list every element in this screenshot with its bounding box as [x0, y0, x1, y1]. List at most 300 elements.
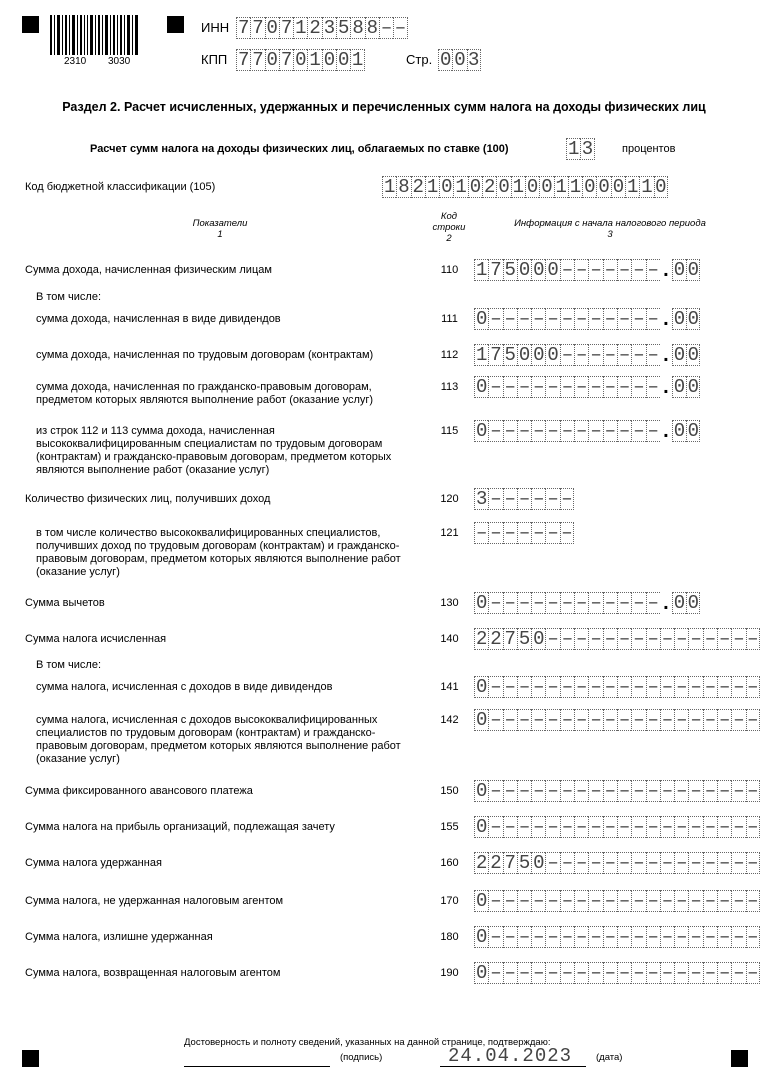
- digit-cell: 0: [687, 259, 699, 281]
- digit-cell: 0: [295, 49, 307, 71]
- digit-cell: –: [490, 676, 502, 698]
- column-header-indicators-number: 1: [217, 229, 223, 240]
- digit-cell: 0: [687, 592, 699, 614]
- digit-cell: 1: [455, 176, 467, 198]
- digit-cell: 0: [266, 49, 278, 71]
- digit-cell: 5: [504, 344, 516, 366]
- digit-cell: –: [676, 628, 688, 650]
- digit-cell: 7: [237, 49, 250, 71]
- row-value-field: [474, 962, 760, 984]
- column-header-code-number: 2: [446, 233, 452, 244]
- row-value-field: [474, 780, 760, 802]
- row-label: сумма налога, исчисленная с доходов высококвалифицированных специалистов по трудовым договорам (контрактам) и гражданско-правовым договорам, предметом которых являются выполнение работ (оказание услуг): [36, 714, 401, 765]
- digit-cell: –: [547, 592, 559, 614]
- digit-cell: –: [747, 780, 759, 802]
- digit-cell: –: [733, 890, 745, 912]
- row-code: 115: [440, 425, 459, 437]
- digit-cell: –: [518, 522, 531, 544]
- digit-cell: –: [618, 308, 631, 330]
- digit-cell: 0: [475, 709, 488, 731]
- digit-cell: 1: [626, 176, 639, 198]
- date-value: 24.04.2023: [448, 1045, 573, 1067]
- digit-cell: 0: [533, 628, 545, 650]
- digit-cell: –: [490, 816, 502, 838]
- digit-cell: –: [561, 376, 574, 398]
- digit-cell: 1: [295, 17, 307, 39]
- digit-cell: –: [733, 926, 745, 948]
- kbk-field: [382, 176, 668, 198]
- digit-cell: –: [633, 308, 645, 330]
- decimal-separator: .: [663, 376, 669, 398]
- rate-unit: процентов: [622, 143, 676, 155]
- digit-cell: –: [633, 962, 645, 984]
- digit-cell: –: [547, 926, 559, 948]
- digit-cell: –: [647, 962, 659, 984]
- digit-cell: 0: [673, 344, 686, 366]
- digit-cell: 2: [490, 852, 502, 874]
- digit-cell: 7: [252, 17, 264, 39]
- digit-cell: 1: [351, 49, 364, 71]
- digit-cell: –: [518, 308, 531, 330]
- digit-cell: 7: [490, 259, 502, 281]
- digit-cell: 0: [454, 49, 466, 71]
- digit-cell: –: [504, 522, 516, 544]
- digit-cell: –: [518, 816, 531, 838]
- digit-cell: –: [718, 780, 731, 802]
- inn-label: ИНН: [201, 20, 230, 35]
- row-label: Сумма налога на прибыль организаций, подлежащая зачету: [25, 821, 335, 833]
- digit-cell: –: [576, 676, 588, 698]
- row-code: 111: [441, 313, 458, 325]
- digit-cell: 0: [673, 259, 686, 281]
- digit-cell: 2: [490, 628, 502, 650]
- digit-cell: –: [561, 926, 574, 948]
- digit-cell: 0: [584, 176, 596, 198]
- decimal-separator: .: [663, 308, 669, 330]
- digit-cell: –: [533, 780, 545, 802]
- digit-cell: –: [633, 890, 645, 912]
- digit-cell: –: [518, 890, 531, 912]
- digit-cell: 0: [612, 176, 625, 198]
- digit-cell: –: [690, 926, 702, 948]
- digit-cell: –: [590, 709, 602, 731]
- digit-cell: –: [547, 522, 559, 544]
- digit-cell: 8: [398, 176, 410, 198]
- digit-cell: –: [718, 926, 731, 948]
- row-value-field: [474, 488, 574, 510]
- digit-cell: –: [633, 420, 645, 442]
- digit-cell: –: [547, 376, 559, 398]
- row-value-field: [474, 376, 700, 398]
- digit-cell: –: [633, 592, 645, 614]
- digit-cell: –: [633, 376, 645, 398]
- digit-cell: –: [747, 926, 759, 948]
- digit-cell: –: [661, 780, 674, 802]
- digit-cell: –: [647, 780, 659, 802]
- decimal-separator: .: [663, 259, 669, 281]
- confirmation-text: Достоверность и полноту сведений, указанных на данной странице, подтверждаю:: [184, 1037, 551, 1048]
- digit-cell: –: [633, 780, 645, 802]
- column-header-info-number: 3: [607, 229, 613, 240]
- digit-cell: –: [690, 628, 702, 650]
- digit-cell: –: [690, 816, 702, 838]
- digit-cell: 7: [504, 628, 516, 650]
- column-header-info: [490, 218, 730, 240]
- digit-cell: –: [604, 816, 617, 838]
- digit-cell: 7: [280, 17, 293, 39]
- digit-cell: 0: [533, 344, 545, 366]
- digit-cell: –: [561, 344, 574, 366]
- digit-cell: 0: [338, 49, 350, 71]
- digit-cell: –: [576, 890, 588, 912]
- digit-cell: –: [576, 780, 588, 802]
- digit-cell: –: [576, 962, 588, 984]
- digit-cell: –: [475, 522, 488, 544]
- digit-cell: –: [647, 420, 659, 442]
- digit-cell: –: [747, 628, 759, 650]
- digit-cell: –: [676, 676, 688, 698]
- digit-cell: –: [490, 376, 502, 398]
- digit-cell: –: [618, 926, 631, 948]
- column-header-code-label: Код: [440, 211, 458, 222]
- digit-cell: –: [490, 780, 502, 802]
- digit-cell: –: [733, 852, 745, 874]
- corner-marker-bottom-left: [22, 1050, 39, 1067]
- digit-cell: –: [604, 420, 617, 442]
- digit-cell: 7: [504, 852, 516, 874]
- decimal-separator: .: [663, 592, 669, 614]
- row-value-field: [474, 676, 760, 698]
- digit-cell: 0: [526, 176, 539, 198]
- digit-cell: –: [704, 816, 717, 838]
- digit-cell: –: [518, 926, 531, 948]
- rate-label: Расчет сумм налога на доходы физических лиц, облагаемых по ставке (100): [90, 143, 509, 155]
- digit-cell: –: [504, 488, 516, 510]
- decimal-cells: [672, 259, 701, 281]
- digit-cell: –: [590, 259, 602, 281]
- digit-cell: –: [533, 709, 545, 731]
- digit-cell: –: [533, 376, 545, 398]
- digit-cell: –: [704, 780, 717, 802]
- digit-cell: –: [576, 259, 588, 281]
- digit-cell: 1: [309, 49, 321, 71]
- digit-cell: –: [690, 890, 702, 912]
- digit-cell: –: [394, 17, 407, 39]
- digit-cell: –: [704, 926, 717, 948]
- digit-cell: 0: [475, 592, 488, 614]
- digit-cell: –: [647, 816, 659, 838]
- digit-cell: –: [733, 676, 745, 698]
- row-label: Сумма налога, излишне удержанная: [25, 931, 213, 943]
- digit-cell: –: [676, 926, 688, 948]
- digit-cell: –: [747, 676, 759, 698]
- digit-cell: –: [604, 852, 617, 874]
- digit-cell: –: [604, 676, 617, 698]
- digit-cell: 1: [569, 176, 582, 198]
- date-label: (дата): [596, 1052, 623, 1063]
- digit-cell: 2: [475, 628, 488, 650]
- digit-cell: –: [504, 816, 516, 838]
- row-code: 190: [440, 967, 459, 979]
- digit-cell: –: [590, 376, 602, 398]
- digit-cell: –: [576, 420, 588, 442]
- digit-cell: –: [490, 890, 502, 912]
- digit-cell: –: [704, 676, 717, 698]
- digit-cell: –: [676, 709, 688, 731]
- column-header-indicators: [120, 218, 320, 240]
- digit-cell: –: [618, 816, 631, 838]
- digit-cell: –: [718, 962, 731, 984]
- digit-cell: –: [490, 488, 502, 510]
- digit-cell: –: [647, 259, 659, 281]
- row-code: 170: [440, 895, 459, 907]
- digit-cell: 8: [366, 17, 379, 39]
- digit-cell: –: [533, 926, 545, 948]
- digit-cell: 0: [518, 344, 531, 366]
- digit-cell: –: [590, 628, 602, 650]
- row-value-field: [474, 259, 700, 281]
- row-value-field: [474, 592, 700, 614]
- digit-cell: 3: [323, 17, 336, 39]
- row-code: 155: [440, 821, 459, 833]
- digit-cell: –: [747, 852, 759, 874]
- row-code: 110: [440, 264, 459, 276]
- digit-cell: 0: [475, 890, 488, 912]
- digit-cell: –: [647, 676, 659, 698]
- digit-cell: 0: [475, 780, 488, 802]
- digit-cell: –: [633, 344, 645, 366]
- digit-cell: –: [504, 420, 516, 442]
- digit-cell: –: [647, 852, 659, 874]
- digit-cell: –: [561, 816, 574, 838]
- digit-cell: 0: [541, 176, 553, 198]
- digit-cell: –: [504, 890, 516, 912]
- digit-cell: –: [590, 852, 602, 874]
- column-header-code: [420, 211, 478, 244]
- digit-cell: –: [561, 780, 574, 802]
- digit-cell: –: [504, 780, 516, 802]
- digit-cell: 2: [412, 176, 424, 198]
- digit-cell: 0: [533, 259, 545, 281]
- digit-cell: –: [747, 816, 759, 838]
- row-value-field: [474, 344, 700, 366]
- decimal-cells: [672, 592, 701, 614]
- digit-cell: 3: [581, 138, 594, 160]
- digit-cell: –: [576, 709, 588, 731]
- digit-cell: –: [633, 926, 645, 948]
- digit-cell: –: [576, 344, 588, 366]
- digit-cell: 0: [687, 344, 699, 366]
- digit-cell: –: [704, 890, 717, 912]
- row-code: 113: [440, 381, 459, 393]
- digit-cell: –: [718, 816, 731, 838]
- digit-cell: –: [561, 676, 574, 698]
- row-code: 150: [440, 785, 459, 797]
- row-label: Сумма налога, возвращенная налоговым агентом: [25, 967, 281, 979]
- digit-cell: –: [518, 376, 531, 398]
- row-code: 130: [440, 597, 459, 609]
- decimal-separator: .: [663, 420, 669, 442]
- digit-cell: 0: [323, 49, 336, 71]
- signature-line: [184, 1066, 330, 1067]
- digit-cell: 7: [280, 49, 293, 71]
- digit-cell: 0: [498, 176, 510, 198]
- digit-cell: –: [704, 628, 717, 650]
- digit-cell: –: [547, 628, 559, 650]
- digit-cell: –: [490, 962, 502, 984]
- row-label: В том числе:: [36, 659, 102, 671]
- digit-cell: –: [547, 420, 559, 442]
- digit-cell: –: [718, 852, 731, 874]
- digit-cell: –: [547, 816, 559, 838]
- digit-cell: 0: [475, 420, 488, 442]
- digit-cell: 0: [655, 176, 667, 198]
- digit-cell: –: [590, 592, 602, 614]
- digit-cell: 0: [475, 962, 488, 984]
- digit-cell: –: [676, 962, 688, 984]
- digit-cell: –: [533, 890, 545, 912]
- row-label: В том числе:: [36, 291, 102, 303]
- date-line: [440, 1066, 586, 1067]
- digit-cell: 1: [555, 176, 567, 198]
- kbk-label: Код бюджетной классификации (105): [25, 181, 216, 193]
- digit-cell: –: [547, 676, 559, 698]
- digit-cell: 0: [533, 852, 545, 874]
- page-number-field: [438, 49, 481, 71]
- digit-cell: –: [518, 962, 531, 984]
- digit-cell: –: [633, 259, 645, 281]
- digit-cell: 0: [687, 308, 699, 330]
- digit-cell: –: [661, 962, 674, 984]
- digit-cell: 3: [468, 49, 480, 71]
- digit-cell: –: [561, 522, 573, 544]
- digit-cell: –: [676, 890, 688, 912]
- digit-cell: 0: [518, 259, 531, 281]
- digit-cell: –: [547, 890, 559, 912]
- digit-cell: 0: [266, 17, 278, 39]
- digit-cell: –: [604, 308, 617, 330]
- inn-field: [236, 17, 408, 39]
- digit-cell: –: [647, 628, 659, 650]
- digit-cell: 0: [673, 592, 686, 614]
- digit-cell: –: [504, 709, 516, 731]
- digit-cell: –: [590, 420, 602, 442]
- digit-cell: –: [676, 780, 688, 802]
- digit-cell: –: [561, 488, 573, 510]
- digit-cell: –: [661, 628, 674, 650]
- digit-cell: –: [576, 308, 588, 330]
- decimal-cells: [672, 420, 701, 442]
- digit-cell: –: [504, 676, 516, 698]
- digit-cell: –: [504, 592, 516, 614]
- digit-cell: 7: [252, 49, 264, 71]
- digit-cell: –: [733, 816, 745, 838]
- row-value-field: [474, 522, 574, 544]
- digit-cell: 0: [475, 816, 488, 838]
- row-label: сумма дохода, начисленная в виде дивидендов: [36, 313, 281, 325]
- digit-cell: –: [647, 344, 659, 366]
- row-value-field: [474, 816, 760, 838]
- digit-cell: –: [490, 522, 502, 544]
- row-label: в том числе количество высококвалифицированных специалистов, получивших доход по трудовым договорам (контрактам) и гражданско-правовым договорам, предметом которых являются выполнение работ (оказание услуг): [36, 527, 401, 578]
- digit-cell: –: [561, 852, 574, 874]
- digit-cell: –: [618, 676, 631, 698]
- digit-cell: –: [647, 376, 659, 398]
- digit-cell: –: [590, 344, 602, 366]
- digit-cell: –: [690, 780, 702, 802]
- digit-cell: –: [633, 709, 645, 731]
- column-header-indicators-label: Показатели: [192, 218, 248, 229]
- digit-cell: –: [633, 852, 645, 874]
- section-title: Раздел 2. Расчет исчисленных, удержанных и перечисленных сумм налога на доходы физических лиц: [62, 100, 706, 114]
- digit-cell: –: [733, 709, 745, 731]
- digit-cell: –: [618, 344, 631, 366]
- digit-cell: 0: [441, 176, 453, 198]
- digit-cell: 1: [475, 259, 488, 281]
- digit-cell: –: [661, 890, 674, 912]
- row-code: 112: [440, 349, 459, 361]
- digit-cell: –: [633, 676, 645, 698]
- digit-cell: –: [576, 376, 588, 398]
- digit-cell: –: [618, 962, 631, 984]
- row-code: 141: [440, 681, 459, 693]
- digit-cell: –: [690, 852, 702, 874]
- digit-cell: 2: [484, 176, 496, 198]
- digit-cell: 0: [439, 49, 452, 71]
- row-code: 121: [440, 527, 459, 539]
- corner-marker-top-center: [167, 16, 184, 33]
- digit-cell: 1: [426, 176, 439, 198]
- digit-cell: 0: [687, 420, 699, 442]
- row-value-field: [474, 890, 760, 912]
- digit-cell: –: [704, 709, 717, 731]
- digit-cell: –: [561, 308, 574, 330]
- digit-cell: –: [590, 676, 602, 698]
- digit-cell: –: [690, 709, 702, 731]
- digit-cell: –: [504, 926, 516, 948]
- digit-cell: –: [618, 780, 631, 802]
- digit-cell: –: [747, 890, 759, 912]
- digit-cell: –: [718, 890, 731, 912]
- page-label: Стр.: [406, 52, 433, 67]
- digit-cell: 8: [352, 17, 364, 39]
- digit-cell: –: [533, 420, 545, 442]
- digit-cell: –: [747, 709, 759, 731]
- digit-cell: –: [590, 780, 602, 802]
- row-code: 160: [440, 857, 459, 869]
- digit-cell: –: [590, 962, 602, 984]
- digit-cell: –: [547, 962, 559, 984]
- decimal-cells: [672, 308, 701, 330]
- digit-cell: –: [604, 259, 617, 281]
- digit-cell: –: [490, 420, 502, 442]
- digit-cell: –: [733, 780, 745, 802]
- digit-cell: –: [618, 628, 631, 650]
- digit-cell: –: [504, 308, 516, 330]
- digit-cell: –: [576, 926, 588, 948]
- digit-cell: –: [518, 488, 531, 510]
- digit-cell: 0: [475, 308, 488, 330]
- digit-cell: –: [718, 709, 731, 731]
- row-label: Сумма фиксированного авансового платежа: [25, 785, 253, 797]
- digit-cell: 3: [475, 488, 488, 510]
- digit-cell: –: [490, 709, 502, 731]
- digit-cell: –: [618, 592, 631, 614]
- digit-cell: –: [647, 308, 659, 330]
- digit-cell: –: [590, 816, 602, 838]
- digit-cell: 0: [475, 926, 488, 948]
- digit-cell: –: [718, 676, 731, 698]
